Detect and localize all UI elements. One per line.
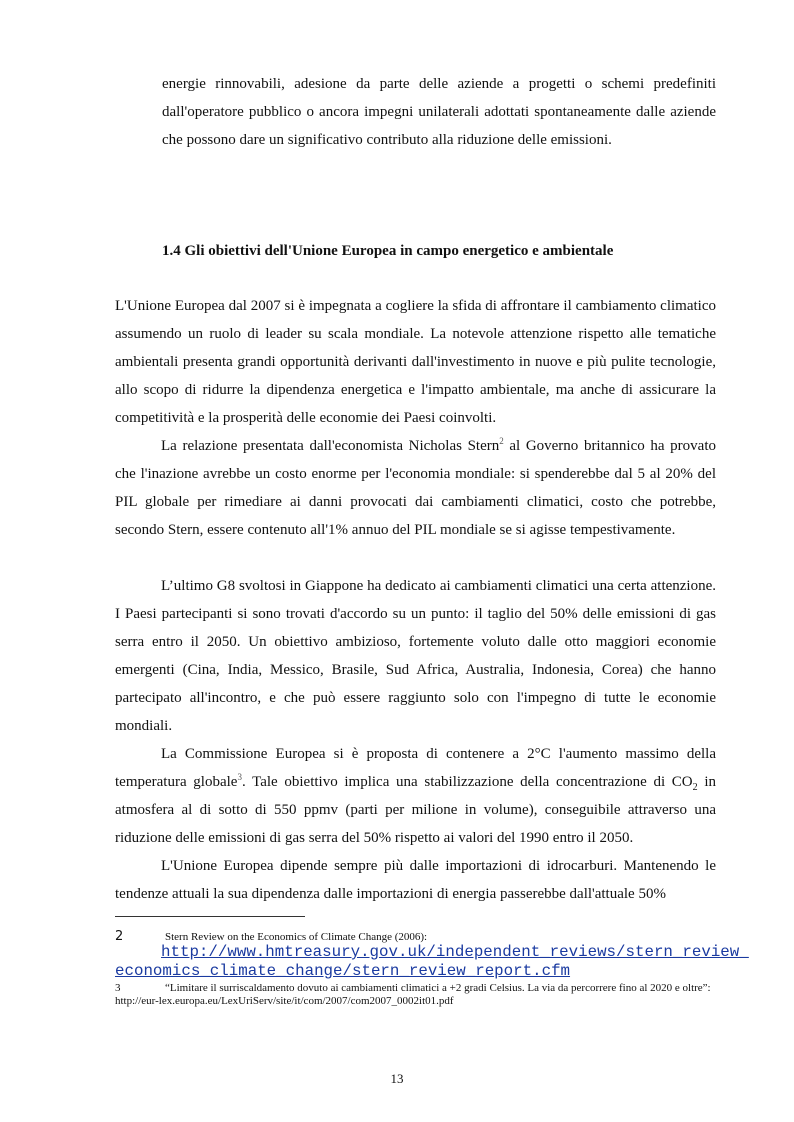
paragraph-text: . Tale obiettivo implica una stabilizzazione della concentrazione di CO	[241, 774, 693, 790]
paragraph-text: al Governo britannico ha provato che l'inazione avrebbe un costo enorme per l'economia mondiale: si spenderebbe dal 5 al 20% del PIL globale per rimediare ai danni provocati dai cambiamenti climatici, costo che potrebbe, secondo Stern, essere contenuto all'1% annuo del PIL mondiale se si agisse tempestivamente.	[115, 438, 716, 538]
footnote-2-link[interactable]: http://www.hmtreasury.gov.uk/independent_reviews/stern_review_economics_climate_change/stern_review_report.cfm	[115, 943, 749, 980]
paragraph-g8-summit: L’ultimo G8 svoltosi in Giappone ha dedicato ai cambiamenti climatici una certa attenzione. I Paesi partecipanti si sono trovati d'accordo su un punto: il taglio del 50% delle emissioni di gas serra entro il 2050. Un obiettivo ambizioso, fortemente voluto dalle otto maggiori economie emergenti (Cina, India, Messico, Brasile, Sud Africa, Australia, Indonesia, Corea) che hanno partecipato all'incontro, e che può essere raggiunto solo con l'impegno di tutte le economie mondiali.	[115, 578, 716, 734]
footnote-ref-2[interactable]: 2	[499, 436, 504, 446]
footnote-number: 3	[115, 982, 121, 994]
paragraph-text: in atmosfera al di sotto di 550 ppmv (parti per milione in volume), conseguibile attraverso una riduzione delle emissioni di gas serra del 50% rispetto ai valori del 1990 entro il 2050.	[115, 774, 716, 846]
footnote-text: Stern Review on the Economics of Climate Change (2006):	[165, 931, 428, 943]
paragraph-stern-report	[115, 432, 716, 544]
section-heading: 1.4 Gli obiettivi dell'Unione Europea in campo energetico e ambientale	[162, 243, 614, 259]
footnote-2	[115, 930, 747, 944]
footnote-3	[115, 982, 747, 1008]
footnote-divider	[115, 916, 305, 917]
paragraph-eu-commission	[115, 740, 716, 852]
page-number: 13	[390, 1071, 404, 1086]
paragraph-text: La relazione presentata dall'economista Nicholas Stern	[161, 438, 500, 454]
paragraph-hydrocarbon-imports: L'Unione Europea dipende sempre più dalle importazioni di idrocarburi. Mantenendo le tendenze attuali la sua dipendenza dalle importazioni di energia passerebbe dall'attuale 50%	[115, 858, 716, 902]
paragraph-eu-leadership: L'Unione Europea dal 2007 si è impegnata a cogliere la sfida di affrontare il cambiamento climatico assumendo un ruolo di leader su scala mondiale. La notevole attenzione rispetto alle tematiche ambientali presenta grandi opportunità derivanti dall'investimento in nuove e più pulite tecnologie, allo scopo di ridurre la dipendenza energetica e l'impatto ambientale, ma anche di assicurare la competitività e la prosperità delle economie dei Paesi coinvolti.	[115, 298, 716, 426]
footnote-number: 2	[115, 929, 124, 944]
paragraph-text: La Commissione Europea si è proposta di contenere a 2°C l'aumento massimo della temperatura globale	[115, 746, 716, 790]
co2-subscript: 2	[692, 782, 698, 793]
footnote-ref-3[interactable]: 3	[237, 772, 242, 782]
continuation-paragraph: energie rinnovabili, adesione da parte delle aziende a progetti o schemi predefiniti dall'operatore pubblico o ancora impegni unilaterali adottati spontaneamente dalle aziende che possono dare un significativo contributo alla riduzione delle emissioni.	[162, 76, 716, 148]
footnote-text: “Limitare il surriscaldamento dovuto ai cambiamenti climatici a +2 gradi Celsius. La via da percorrere fino al 2020 e oltre”: http://eur-lex.europa.eu/LexUriServ/site/it/com/2007/com2007_0002it01.pdf	[115, 982, 711, 1007]
